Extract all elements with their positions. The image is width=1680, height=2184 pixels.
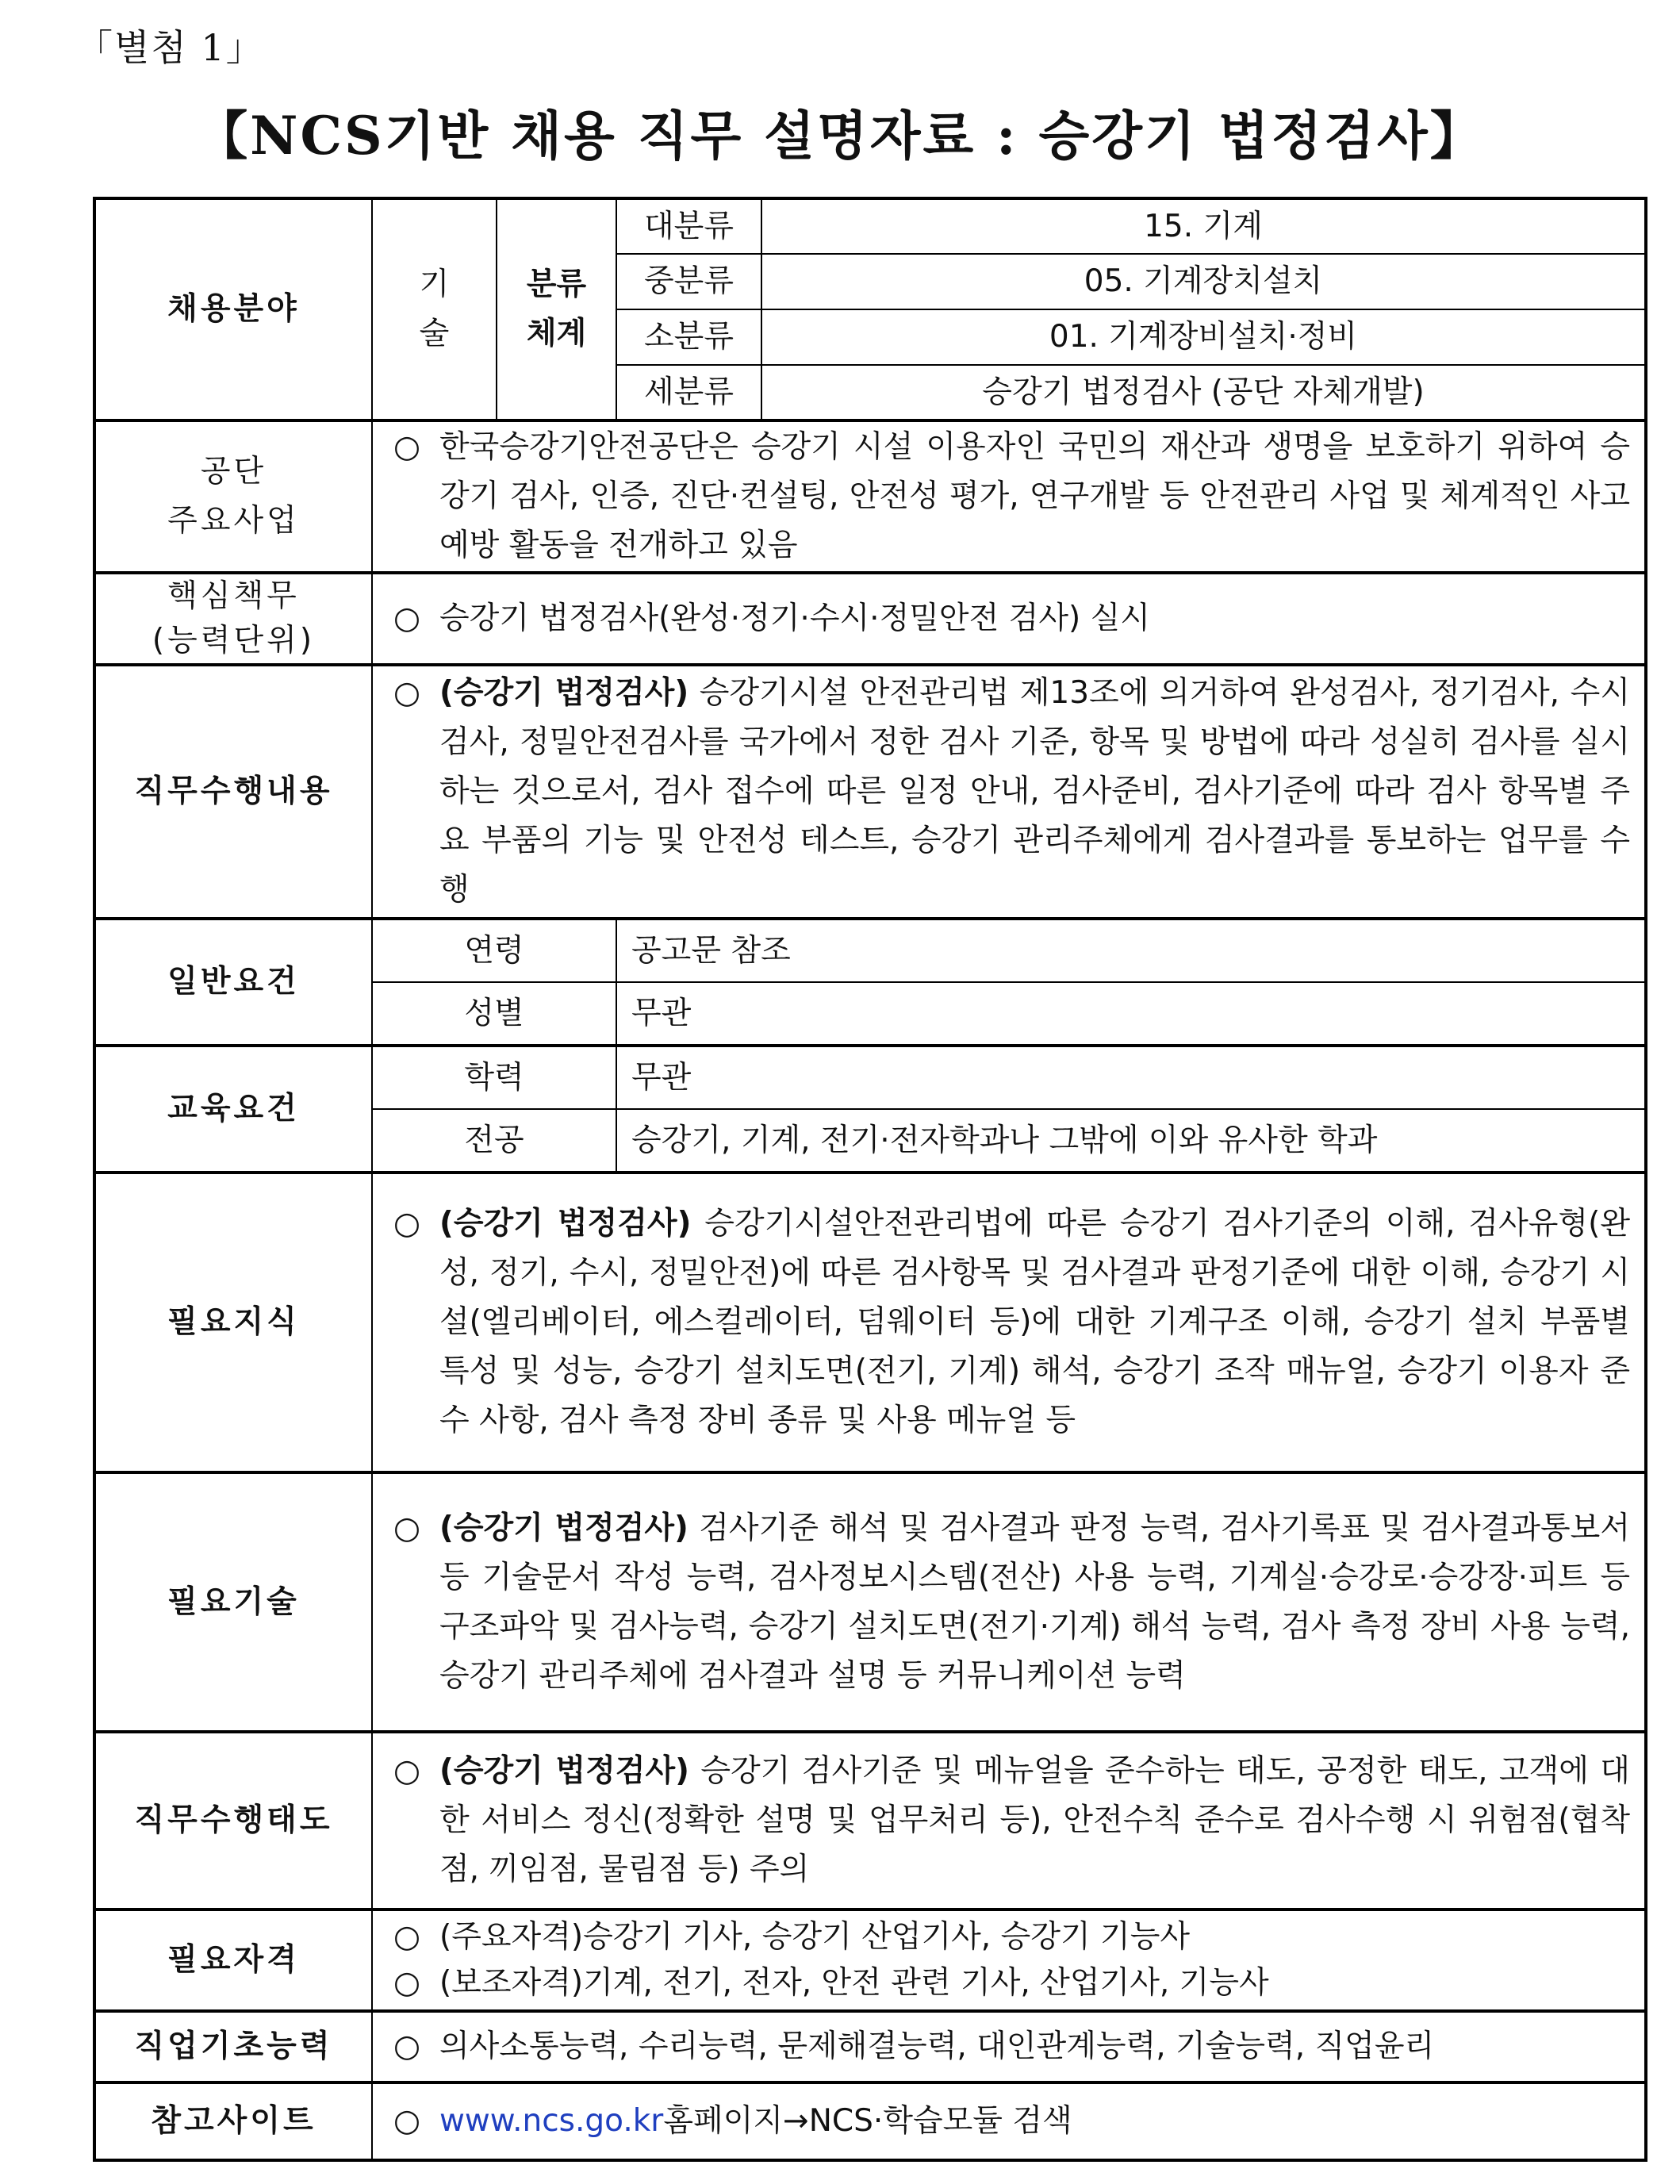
duty-content-text: 승강기시설 안전관리법 제13조에 의거하여 완성검사, 정기검사, 수시검사, 정밀안전검사를 국가에서 정한 검사 기준, 항목 및 방법에 따라 성실히 검사를 실시하는 것으로서, 검사 접수에 따른 일정 안내, 검사준비, 검사기준에 따라 검사 항목별 주요 부품의 기능 및 안전성 테스트, 승강기 관리주체에게 검사결과를 통보하는 업무를 수행 bbox=[439, 675, 1630, 908]
skills-content bbox=[372, 1472, 1646, 1732]
general-req-row-1 bbox=[94, 919, 1646, 982]
knowledge-keyword: (승강기 법정검사) bbox=[439, 1206, 692, 1242]
bullet: ○ bbox=[393, 2029, 421, 2064]
main-business-label-line-1: 공단 bbox=[200, 454, 267, 489]
attitude-row bbox=[94, 1732, 1646, 1910]
category-char-1: 기 bbox=[419, 267, 450, 302]
general-req-name: 성별 bbox=[372, 982, 616, 1046]
basic-ability-text: 의사소통능력, 수리능력, 문제해결능력, 대인관계능력, 기술능력, 직업윤리 bbox=[439, 2029, 1435, 2064]
category-cell bbox=[372, 198, 497, 420]
duty-content-label: 직무수행내용 bbox=[94, 665, 372, 919]
level-value: 05. 기계장치설치 bbox=[761, 254, 1646, 309]
reference-content bbox=[372, 2082, 1646, 2160]
annex-label: 「별첨 1」 bbox=[76, 26, 264, 69]
category-char-2: 술 bbox=[419, 316, 450, 351]
knowledge-content bbox=[372, 1173, 1646, 1472]
level-name: 세분류 bbox=[616, 365, 761, 420]
level-name: 소분류 bbox=[616, 309, 761, 365]
qualification-content bbox=[372, 1910, 1646, 2011]
level-name: 대분류 bbox=[616, 198, 761, 254]
core-duty-row bbox=[94, 573, 1646, 665]
qualification-main: (주요자격)승강기 기사, 승강기 산업기사, 승강기 기능사 bbox=[439, 1919, 1191, 1955]
core-duty-label-line-1: 핵심책무 bbox=[167, 578, 300, 614]
duty-content-keyword: (승강기 법정검사) bbox=[439, 675, 689, 711]
page-title: 【NCS기반 채용 직무 설명자료 : 승강기 법정검사】 bbox=[195, 105, 1485, 167]
education-req-row-1 bbox=[94, 1046, 1646, 1109]
attitude-content bbox=[372, 1732, 1646, 1910]
skills-text: 검사기준 해석 및 검사결과 판정 능력, 검사기록표 및 검사결과통보서 등 기술문서 작성 능력, 검사정보시스템(전산) 사용 능력, 기계실·승강로·승강장·피트 등 구조파악 및 검사능력, 승강기 설치도면(전기·기계) 해석 능력, 검사 측정 장비 사용 능력, 승강기 관리주체에 검사결과 설명 등 커뮤니케이션 능력 bbox=[439, 1510, 1631, 1694]
skills-keyword: (승강기 법정검사) bbox=[439, 1510, 688, 1546]
education-req-value: 승강기, 기계, 전기·전자학과나 그밖에 이와 유사한 학과 bbox=[616, 1109, 1646, 1173]
qualification-sub: (보조자격)기계, 전기, 전자, 안전 관련 기사, 산업기사, 기능사 bbox=[439, 1965, 1269, 2001]
basic-ability-row bbox=[94, 2011, 1646, 2082]
core-duty-text: 승강기 법정검사(완성·정기·수시·정밀안전 검사) 실시 bbox=[439, 601, 1150, 636]
bullet: ○ bbox=[393, 2103, 421, 2139]
bullet: ○ bbox=[393, 601, 421, 636]
level-value: 15. 기계 bbox=[761, 198, 1646, 254]
education-req-name: 전공 bbox=[372, 1109, 616, 1173]
bullet: ○ bbox=[393, 1919, 421, 1955]
bullet: ○ bbox=[393, 1965, 421, 2001]
knowledge-text: 승강기시설안전관리법에 따른 승강기 검사기준의 이해, 검사유형(완성, 정기, 수시, 정밀안전)에 따른 검사항목 및 검사결과 판정기준에 대한 이해, 승강기 시설(엘리베이터, 에스컬레이터, 덤웨이터 등)에 대한 기계구조 이해, 승강기 설치 부품별 특성 및 성능, 승강기 설치도면(전기, 기계) 해석, 승강기 조작 매뉴얼, 승강기 이용자 준수 사항, 검사 측정 장비 종류 및 사용 메뉴얼 등 bbox=[439, 1206, 1630, 1438]
bullet: ○ bbox=[393, 1753, 421, 1789]
ncs-website-link[interactable]: www.ncs.go.kr bbox=[439, 2103, 664, 2139]
attitude-label: 직무수행태도 bbox=[94, 1732, 372, 1910]
bullet: ○ bbox=[393, 675, 421, 711]
bullet: ○ bbox=[393, 1510, 421, 1546]
education-req-label: 교육요건 bbox=[94, 1046, 372, 1173]
main-business-row bbox=[94, 420, 1646, 573]
classification-cell bbox=[497, 198, 616, 420]
reference-label: 참고사이트 bbox=[94, 2082, 372, 2160]
skills-label: 필요기술 bbox=[94, 1472, 372, 1732]
general-req-label: 일반요건 bbox=[94, 919, 372, 1046]
basic-ability-label: 직업기초능력 bbox=[94, 2011, 372, 2082]
duty-content-content bbox=[372, 665, 1646, 919]
attitude-keyword: (승강기 법정검사) bbox=[439, 1753, 689, 1789]
qualification-label: 필요자격 bbox=[94, 1910, 372, 2011]
education-req-value: 무관 bbox=[616, 1046, 1646, 1109]
main-business-label bbox=[94, 420, 372, 573]
level-name: 중분류 bbox=[616, 254, 761, 309]
skills-row bbox=[94, 1472, 1646, 1732]
level-value: 승강기 법정검사 (공단 자체개발) bbox=[761, 365, 1646, 420]
core-duty-label bbox=[94, 573, 372, 665]
education-req-name: 학력 bbox=[372, 1046, 616, 1109]
attitude-text: 승강기 검사기준 및 메뉴얼을 준수하는 태도, 공정한 태도, 고객에 대한 서비스 정신(정확한 설명 및 업무처리 등), 안전수칙 준수로 검사수행 시 위험점(협착점, 끼임점, 물림점 등) 주의 bbox=[439, 1753, 1630, 1887]
duty-content-row bbox=[94, 665, 1646, 919]
qualification-row bbox=[94, 1910, 1646, 2011]
recruit-row-1 bbox=[94, 198, 1646, 254]
core-duty-content bbox=[372, 573, 1646, 665]
classification-line-2: 체계 bbox=[526, 316, 587, 351]
knowledge-row bbox=[94, 1173, 1646, 1472]
basic-ability-content bbox=[372, 2011, 1646, 2082]
reference-text: 홈페이지→NCS·학습모듈 검색 bbox=[663, 2103, 1072, 2139]
classification-line-1: 분류 bbox=[526, 267, 587, 302]
bullet: ○ bbox=[393, 1206, 421, 1242]
general-req-value: 무관 bbox=[616, 982, 1646, 1046]
core-duty-label-line-2: (능력단위) bbox=[152, 623, 316, 658]
general-req-name: 연령 bbox=[372, 919, 616, 982]
main-business-text: 한국승강기안전공단은 승강기 시설 이용자인 국민의 재산과 생명을 보호하기 위하여 승강기 검사, 인증, 진단·컨설팅, 안전성 평가, 연구개발 등 안전관리 사업 및 체계적인 사고예방 활동을 전개하고 있음 bbox=[439, 429, 1630, 563]
recruit-field-label: 채용분야 bbox=[94, 198, 372, 420]
general-req-value: 공고문 참조 bbox=[616, 919, 1646, 982]
bullet: ○ bbox=[393, 429, 421, 465]
main-business-label-line-2: 주요사업 bbox=[167, 503, 300, 539]
level-value: 01. 기계장비설치·정비 bbox=[761, 309, 1646, 365]
job-description-table bbox=[93, 197, 1647, 2162]
reference-row bbox=[94, 2082, 1646, 2160]
knowledge-label: 필요지식 bbox=[94, 1173, 372, 1472]
main-business-content bbox=[372, 420, 1646, 573]
